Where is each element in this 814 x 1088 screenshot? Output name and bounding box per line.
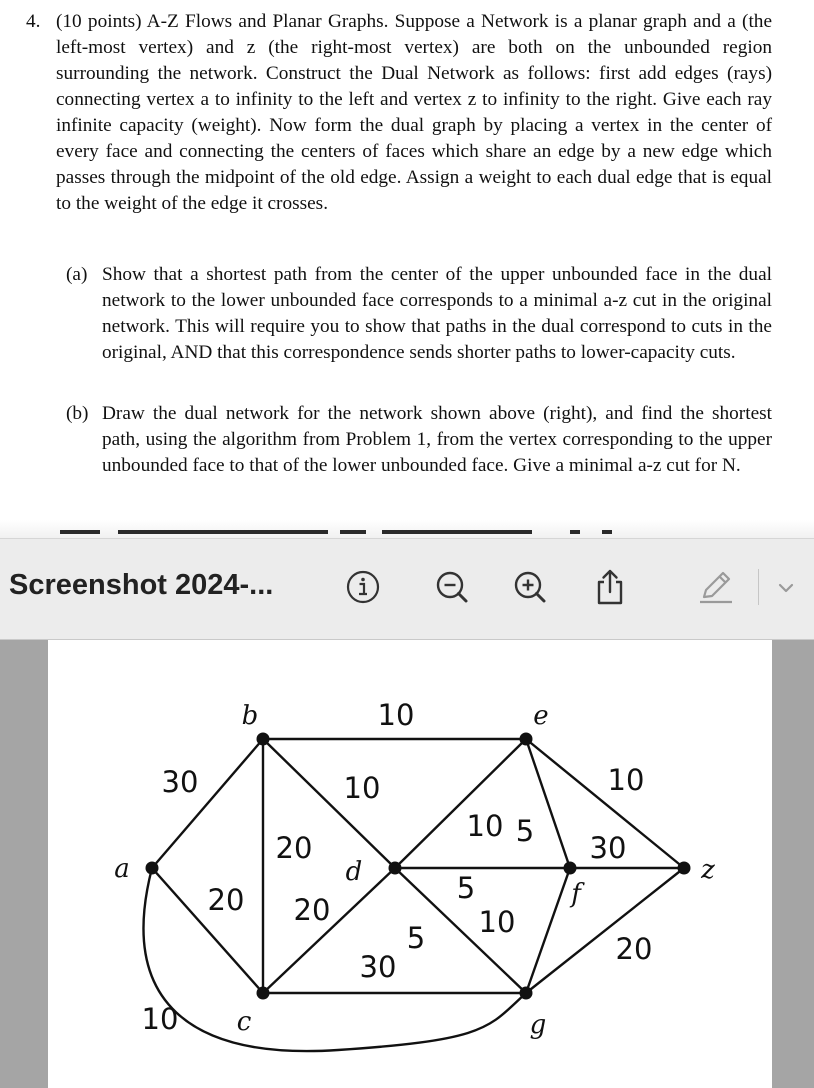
- toolbar-separator: [758, 569, 759, 605]
- edge-weight-b-d: 10: [343, 771, 381, 805]
- part-b-label: (b): [66, 403, 89, 424]
- preview-toolbar: [0, 538, 814, 640]
- document-cut-edge: [0, 520, 814, 538]
- document-page: [0, 0, 814, 538]
- vertex-a: [146, 862, 159, 875]
- vertex-c: [257, 987, 270, 1000]
- edge-weight-e-z: 10: [607, 763, 645, 797]
- share-icon[interactable]: [590, 567, 630, 607]
- vertex-label-g: g: [529, 1010, 547, 1040]
- zoom-in-icon[interactable]: [510, 567, 550, 607]
- cut-artifact: [340, 530, 366, 534]
- question-number: 4.: [26, 11, 41, 32]
- edge-weight-d-g: 5: [406, 921, 426, 955]
- part-a-text: Show that a shortest path from the center of the upper unbounded face in the dual network to the lower unbounded face corresponds to a minimal a-z cut in the original network. This will require you to show that paths in the dual correspond to cuts in the original, AND that this correspondence sends shorter paths to lower-capacity cuts.: [102, 264, 772, 363]
- zoom-out-icon[interactable]: [432, 567, 472, 607]
- edge-weight-c-d: 20: [293, 893, 331, 927]
- cut-artifact: [60, 530, 100, 534]
- vertex-b: [257, 733, 270, 746]
- question-text: (10 points) A-Z Flows and Planar Graphs. Suppose a Network is a planar graph and a (the left-most vertex) and z (the right-most vertex) are both on the unbounded region surrounding the network. Construct the Dual Network as follows: first add edges (rays) connecting vertex a to infinity to the left and vertex z to infinity to the right. Give each ray infinite capacity (weight). Now form the dual graph by placing a vertex in the center of every face and connecting the centers of faces which share an edge by a new edge which passes through the midpoint of the old edge. Assign a weight to each dual edge that is equal to the weight of the edge it crosses.: [56, 11, 772, 214]
- markup-pencil-icon[interactable]: [696, 567, 736, 607]
- edge-weight-g-z: 20: [615, 932, 653, 966]
- image-viewer[interactable]: [0, 640, 814, 1088]
- vertex-g: [520, 987, 533, 1000]
- vertex-label-a: a: [114, 854, 130, 884]
- edge-weight-b-e: 10: [377, 698, 415, 732]
- edge-weight-a-b: 30: [161, 765, 199, 799]
- edge-weight-e-f: 5: [515, 814, 535, 848]
- info-icon[interactable]: [343, 567, 383, 607]
- edge-weight-f-z: 30: [589, 831, 627, 865]
- chevron-down-icon[interactable]: [770, 567, 802, 607]
- vertex-e: [520, 733, 533, 746]
- vertex-d: [389, 862, 402, 875]
- vertex-label-f: f: [571, 879, 581, 909]
- part-b-text: Draw the dual network for the network shown above (right), and find the shortest path, using the algorithm from Problem 1, from the vertex corresponding to the upper unbounded face to that of the lower unbounded face. Give a minimal a-z cut for N.: [102, 403, 772, 476]
- vertex-z: [678, 862, 691, 875]
- cut-artifact: [570, 530, 580, 534]
- vertex-label-c: c: [236, 1007, 252, 1037]
- edge-d-e: [395, 739, 526, 868]
- edge-weight-f-g: 10: [478, 905, 516, 939]
- part-a-label: (a): [66, 264, 88, 285]
- vertex-label-d: d: [345, 857, 363, 887]
- network-graph: [48, 640, 772, 1088]
- edge-weight-c-g: 30: [359, 950, 397, 984]
- edge-g-z: [526, 868, 684, 993]
- cut-artifact: [382, 530, 532, 534]
- edge-weight-d-f: 5: [456, 871, 476, 905]
- edge-weight-b-c: 20: [275, 831, 313, 865]
- image-canvas: [48, 640, 772, 1088]
- edge-weight-a-g: 10: [141, 1002, 179, 1036]
- edge-weight-a-c: 20: [207, 883, 245, 917]
- vertex-label-e: e: [533, 701, 549, 731]
- edge-weight-d-e: 10: [466, 809, 504, 843]
- window-title[interactable]: Screenshot 2024-...: [9, 569, 274, 601]
- cut-artifact: [118, 530, 328, 534]
- question-paragraph: [26, 9, 772, 217]
- vertex-label-b: b: [241, 701, 259, 731]
- vertex-f: [564, 862, 577, 875]
- edge-a-b: [152, 739, 263, 868]
- vertex-label-z: z: [701, 855, 715, 885]
- cut-artifact: [602, 530, 612, 534]
